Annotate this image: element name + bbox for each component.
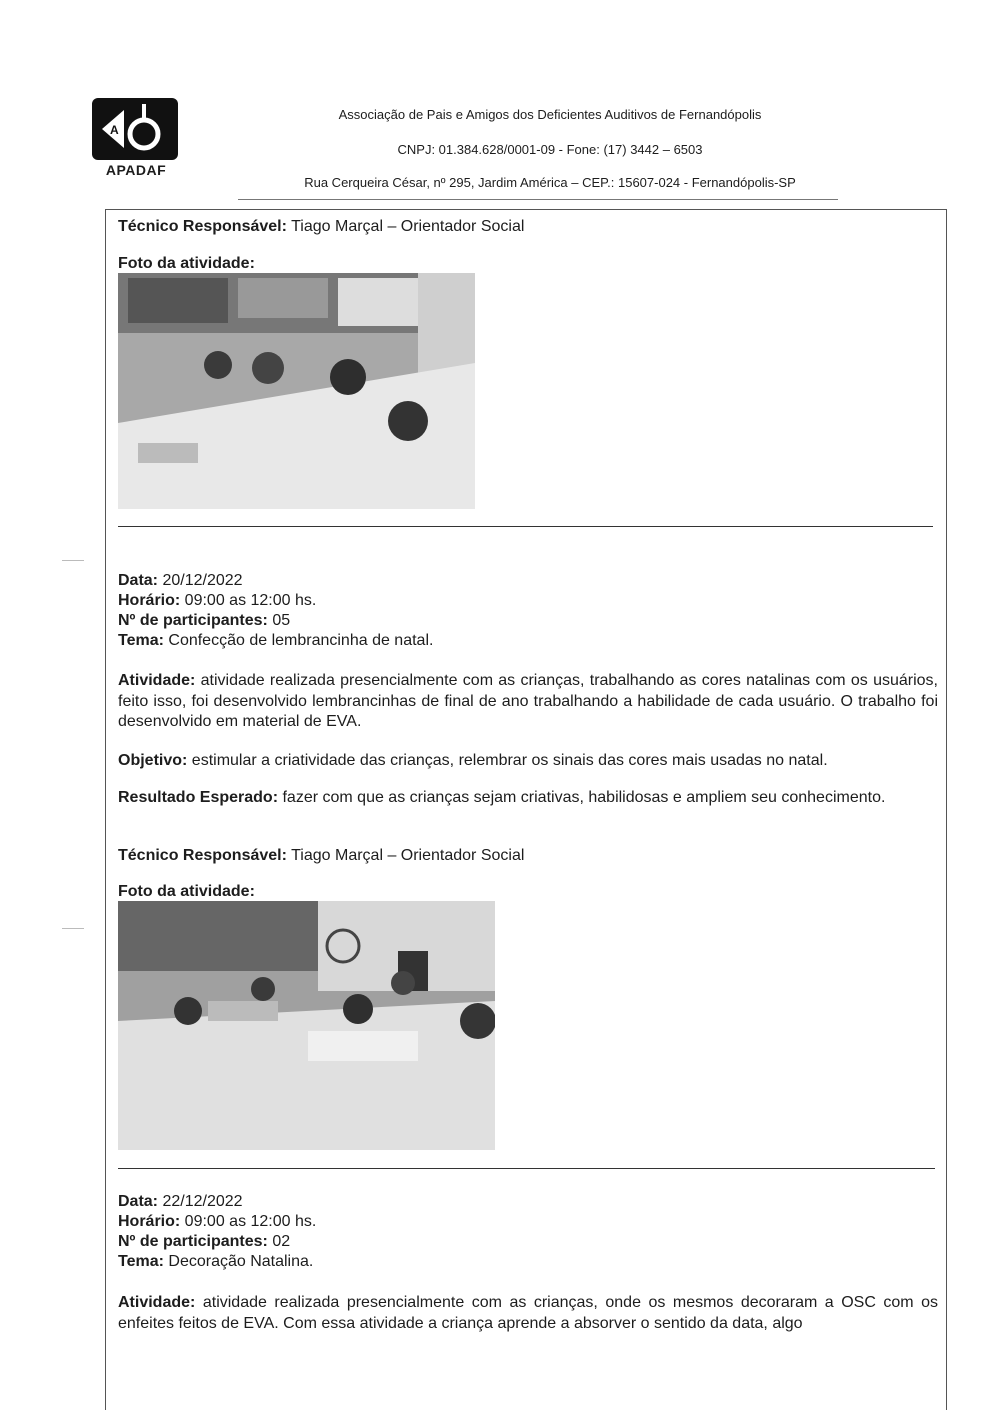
atividade-paragraph-1	[118, 671, 938, 733]
objetivo-value: estimular a criatividade das crianças, relembrar os sinais das cores mais usadas no natal.	[187, 752, 828, 769]
horario-value: 09:00 as 12:00 hs.	[180, 1213, 317, 1230]
horario-line-1	[118, 591, 316, 611]
activity-photo-2	[118, 901, 495, 1150]
participantes-value: 05	[267, 612, 291, 629]
divider	[118, 526, 933, 527]
divider	[118, 1168, 935, 1169]
atividade-label: Atividade:	[118, 672, 196, 689]
scan-mark	[62, 560, 84, 561]
tema-value: Confecção de lembrancinha de natal.	[163, 632, 434, 649]
tema-label: Tema:	[118, 632, 164, 649]
horario-value: 09:00 as 12:00 hs.	[180, 592, 317, 609]
tema-line-2	[118, 1252, 313, 1272]
logo-emblem-icon	[92, 98, 178, 160]
tecnico-value: Tiago Marçal – Orientador Social	[286, 218, 525, 235]
horario-label: Horário:	[118, 592, 181, 609]
tecnico-line-1	[118, 217, 524, 237]
svg-text:A: A	[110, 123, 119, 137]
resultado-label: Resultado Esperado:	[118, 789, 279, 806]
resultado-paragraph	[118, 788, 938, 809]
atividade-value: atividade realizada presencialmente com as crianças, onde os mesmos decoraram a OSC com os enfeites feitos de EVA. Com essa atividade a criança aprende a absorver o sentido da data, algo	[118, 1294, 938, 1332]
horario-label: Horário:	[118, 1213, 181, 1230]
atividade-label: Atividade:	[118, 1294, 196, 1311]
foto-label: Foto da atividade:	[118, 883, 255, 900]
data-label: Data:	[118, 572, 159, 589]
tecnico-value: Tiago Marçal – Orientador Social	[286, 847, 525, 864]
tema-value: Decoração Natalina.	[163, 1253, 314, 1270]
cnpj-phone: CNPJ: 01.384.628/0001-09 - Fone: (17) 3442 – 6503	[397, 142, 703, 157]
scan-mark	[62, 928, 84, 929]
data-line-1	[118, 571, 243, 591]
objetivo-label: Objetivo:	[118, 752, 188, 769]
logo-text: APADAF	[105, 162, 167, 178]
tema-label: Tema:	[118, 1253, 164, 1270]
tecnico-label: Técnico Responsável:	[118, 847, 287, 864]
data-label: Data:	[118, 1193, 159, 1210]
participantes-label: Nº de participantes:	[118, 612, 268, 629]
tecnico-line-2	[118, 846, 524, 866]
org-name: Associação de Pais e Amigos dos Deficientes Auditivos de Fernandópolis	[338, 107, 762, 122]
foto-label: Foto da atividade:	[118, 255, 255, 272]
data-value: 20/12/2022	[158, 572, 243, 589]
tecnico-label: Técnico Responsável:	[118, 218, 287, 235]
participantes-line-2	[118, 1232, 290, 1252]
atividade-paragraph-2	[118, 1293, 938, 1334]
foto-label-2	[118, 882, 255, 902]
data-value: 22/12/2022	[158, 1193, 243, 1210]
objetivo-paragraph	[118, 751, 938, 772]
tema-line-1	[118, 631, 433, 651]
horario-line-2	[118, 1212, 316, 1232]
activity-photo-1	[118, 273, 475, 509]
foto-label-1	[118, 254, 255, 274]
participantes-label: Nº de participantes:	[118, 1233, 268, 1250]
address: Rua Cerqueira César, nº 295, Jardim América – CEP.: 15607-024 - Fernandópolis-SP	[304, 175, 796, 190]
data-line-2	[118, 1192, 243, 1212]
header-divider	[238, 199, 838, 200]
atividade-value: atividade realizada presencialmente com as crianças, trabalhando as cores natalinas com os usuários, feito isso, foi desenvolvido lembrancinhas de final de ano trabalhando a habilidade de cada usuário. O trabalho foi desenvolvido em material de EVA.	[118, 672, 938, 730]
apadaf-logo	[88, 98, 184, 178]
resultado-value: fazer com que as crianças sejam criativas, habilidosas e ampliem seu conhecimento.	[278, 789, 886, 806]
participantes-value: 02	[267, 1233, 291, 1250]
participantes-line-1	[118, 611, 290, 631]
